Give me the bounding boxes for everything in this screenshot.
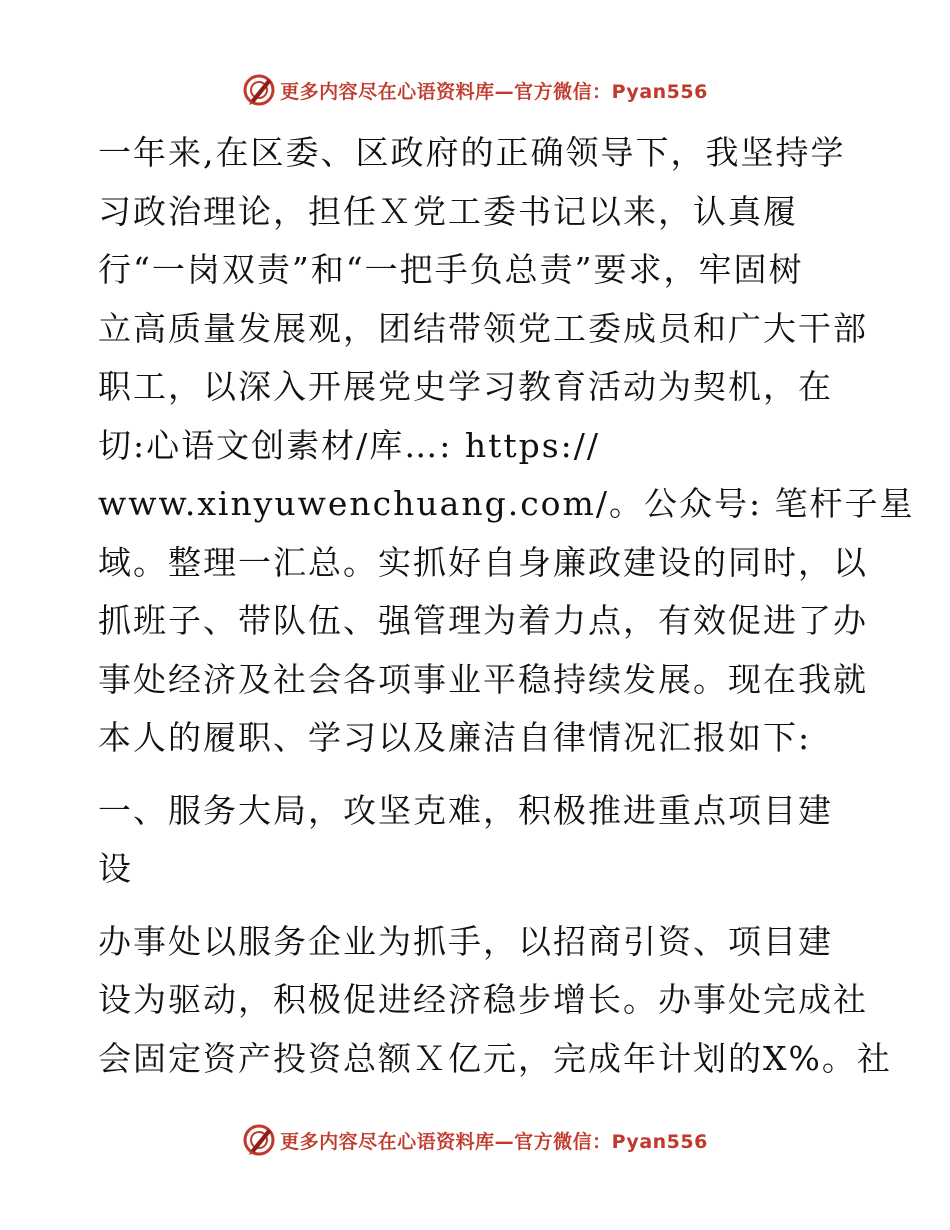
text-line: 域。整理一汇总。实抓好自身廉政建设的同时，以 bbox=[98, 542, 868, 582]
text-line: 习政治理论，担任Ｘ党工委书记以来，认真履 bbox=[98, 191, 798, 231]
heading-line: 设 bbox=[98, 849, 133, 888]
footer-watermark-banner bbox=[0, 1120, 950, 1160]
document-body bbox=[98, 124, 915, 1088]
text-line: 本人的履职、学习以及廉洁自律情况汇报如下: bbox=[98, 718, 812, 757]
text-line: 抓班子、带队伍、强管理为着力点，有效促进了办 bbox=[98, 601, 868, 640]
heading-line: 一、服务大局，攻坚克难，积极推进重点项目建 bbox=[98, 790, 833, 830]
text-line: 立高质量发展观，团结带领党工委成员和广大干部 bbox=[98, 308, 868, 348]
footer-watermark-text: 更多内容尽在心语资料库—官方微信：Pyan556 bbox=[280, 1130, 708, 1153]
text-line: 行“一岗双责”和“一把手负总责”要求，牢固树 bbox=[98, 250, 804, 289]
text-line: 一年来,在区委、区政府的正确领导下，我坚持学 bbox=[98, 133, 846, 172]
text-line: 会固定资产投资总额Ｘ亿元，完成年计划的X%。社 bbox=[98, 1038, 892, 1078]
text-line: www.xinyuwenchuang.com/。公众号: 笔杆子星 bbox=[98, 484, 915, 523]
text-line: 切:心语文创素材/库…: https:// bbox=[98, 425, 601, 465]
paragraph-intro bbox=[98, 124, 915, 768]
pen-logo-icon bbox=[242, 73, 276, 107]
text-line: 事处经济及社会各项事业平稳持续发展。现在我就 bbox=[98, 659, 868, 699]
text-line: 职工，以深入开展党史学习教育活动为契机，在 bbox=[98, 367, 833, 406]
section-heading bbox=[98, 782, 858, 899]
header-watermark-text: 更多内容尽在心语资料库—官方微信：Pyan556 bbox=[280, 80, 708, 103]
paragraph-section-one bbox=[98, 913, 892, 1089]
text-line: 设为驱动，积极促进经济稳步增长。办事处完成社 bbox=[98, 980, 868, 1019]
pen-logo-icon bbox=[242, 1123, 276, 1157]
header-watermark-banner bbox=[0, 70, 950, 110]
text-line: 办事处以服务企业为抓手，以招商引资、项目建 bbox=[98, 921, 833, 961]
